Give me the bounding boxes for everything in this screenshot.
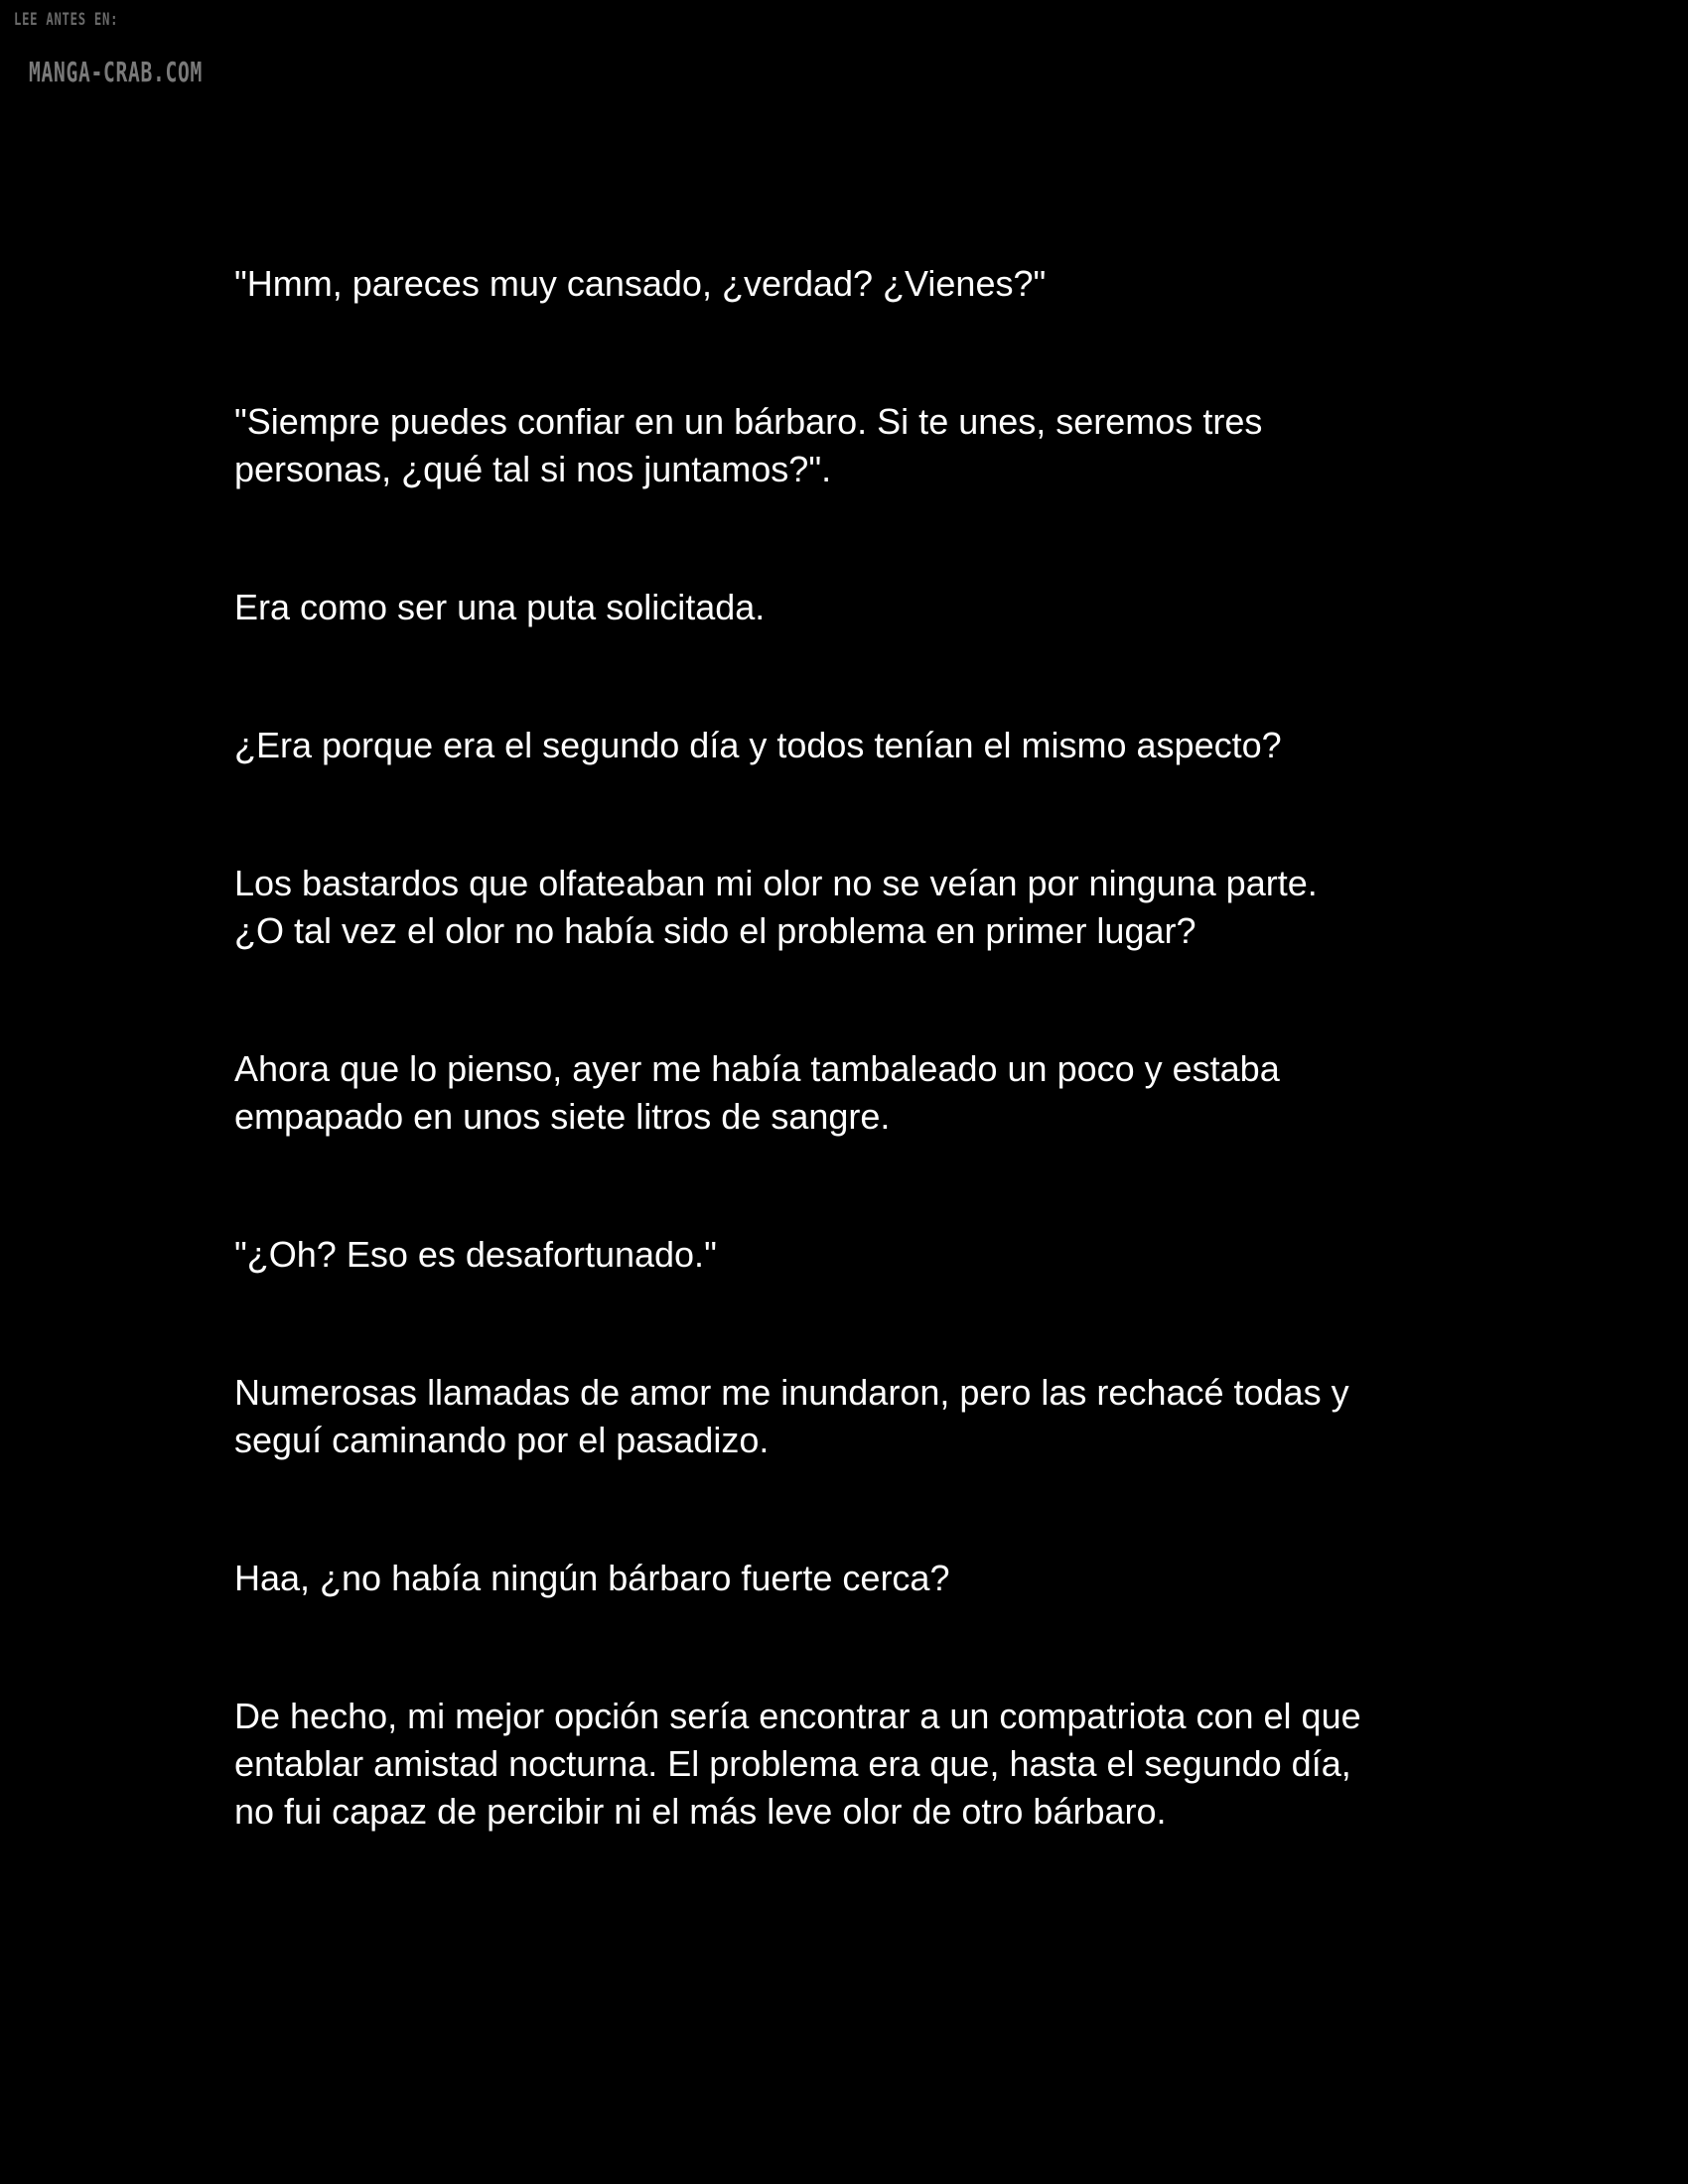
paragraph-10: De hecho, mi mejor opción sería encontrar a un compatriota con el que entablar amistad nocturna. El problema era que, hasta el segundo día, no fui capaz de percibir ni el más leve olor de otro bárbaro.	[234, 1696, 1361, 1832]
watermark	[14, 12, 277, 86]
paragraph-7: "¿Oh? Eso es desafortunado."	[234, 1234, 717, 1275]
paragraph-3: Era como ser una puta solicitada.	[234, 587, 766, 627]
paragraph-8: Numerosas llamadas de amor me inundaron, pero las rechacé todas y seguí caminando por el pasadizo.	[234, 1372, 1349, 1460]
paragraph-5: Los bastardos que olfateaban mi olor no se veían por ninguna parte. ¿O tal vez el olor no había sido el problema en primer lugar?	[234, 863, 1318, 951]
watermark-site: MANGA-CRAB.COM	[29, 56, 204, 88]
watermark-label: LEE ANTES EN:	[14, 10, 119, 30]
paragraph-2: "Siempre puedes confiar en un bárbaro. Si te unes, seremos tres personas, ¿qué tal si nos juntamos?".	[234, 401, 1263, 489]
paragraph-6: Ahora que lo pienso, ayer me había tambaleado un poco y estaba empapado en unos siete litros de sangre.	[234, 1048, 1280, 1137]
paragraph-4: ¿Era porque era el segundo día y todos tenían el mismo aspecto?	[234, 725, 1282, 765]
paragraph-9: Haa, ¿no había ningún bárbaro fuerte cerca?	[234, 1558, 950, 1598]
paragraph-1: "Hmm, pareces muy cansado, ¿verdad? ¿Vienes?"	[234, 263, 1047, 304]
text-body	[234, 260, 1476, 1926]
